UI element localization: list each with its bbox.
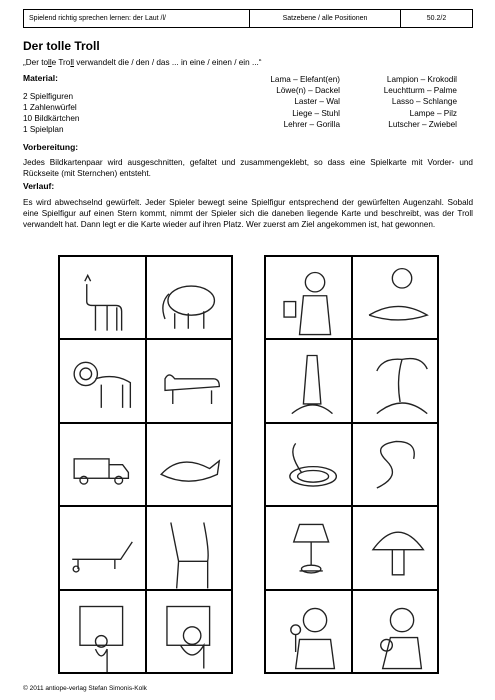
sun-lounger-icon: [60, 507, 145, 588]
lion-icon: [60, 340, 145, 421]
boy-with-onion-icon: [353, 591, 438, 672]
preparation-text: Jedes Bildkartenpaar wird ausgeschnitten, gefaltet und zusammengeklebt, so dass eine Spielkarte mit Vorder- und Rückseite (mit Sternchen) entsteht.: [23, 158, 473, 178]
material-item: 1 Zahlenwürfel: [23, 103, 77, 112]
truck-icon: [60, 424, 145, 505]
material-item: 2 Spielfiguren: [23, 92, 74, 101]
preparation-heading: Vorbereitung:: [23, 142, 79, 152]
word-pair: Lutscher – Zwiebel: [388, 119, 457, 129]
word-pair: Lampe – Pilz: [409, 108, 457, 118]
palm-island-icon: [353, 340, 438, 421]
whale-icon: [147, 424, 232, 505]
header-page-number: 50.2/2: [426, 15, 447, 22]
material-item: 1 Spielplan: [23, 125, 64, 134]
word-pair: Löwe(n) – Dackel: [276, 86, 340, 96]
chair-card: [146, 506, 233, 589]
snake-card: [352, 423, 439, 506]
elephant-card: [146, 256, 233, 339]
word-pair: Lasso – Schlange: [391, 97, 457, 107]
boy-with-crocodile-icon: [353, 257, 438, 338]
truck-card: [59, 423, 146, 506]
word-pair: Lama – Elefant(en): [270, 75, 340, 84]
boy-with-lantern-icon: [266, 257, 351, 338]
page-header: [23, 9, 473, 28]
gorilla-icon: [147, 591, 232, 672]
teacher-card: [59, 590, 146, 673]
copyright-footer: © 2011 antiope-verlag Stefan Simonis-Kolk: [23, 685, 147, 692]
intro-sentence: „Der tolle Troll verwandelt die / den / das ... in eine / einen / ein ...“: [23, 58, 262, 67]
chair-icon: [147, 507, 232, 588]
boy-with-crocodile-card: [352, 256, 439, 339]
word-pair: Laster – Wal: [294, 97, 340, 107]
teacher-icon: [60, 591, 145, 672]
boy-with-lantern-card: [265, 256, 352, 339]
llama-card: [59, 256, 146, 339]
material-item: 10 Bildkärtchen: [23, 114, 80, 123]
page-title: Der tolle Troll: [23, 39, 100, 53]
boy-with-lollipop-card: [265, 590, 352, 673]
lighthouse-icon: [266, 340, 351, 421]
elephant-icon: [147, 257, 232, 338]
header-level: Satzebene / alle Positionen: [250, 10, 401, 27]
palm-island-card: [352, 339, 439, 422]
lamp-card: [265, 506, 352, 589]
lasso-card: [265, 423, 352, 506]
lighthouse-card: [265, 339, 352, 422]
card-grid-right: [264, 255, 439, 674]
lamp-icon: [266, 507, 351, 588]
card-grid-left: [58, 255, 233, 674]
word-pair: Lehrer – Gorilla: [283, 119, 340, 129]
sun-lounger-card: [59, 506, 146, 589]
mushroom-card: [352, 506, 439, 589]
gorilla-card: [146, 590, 233, 673]
word-pair: Leuchtturm – Palme: [383, 86, 457, 96]
dachshund-card: [146, 339, 233, 422]
word-pair: Liege – Stuhl: [292, 108, 340, 118]
material-heading: Material:: [23, 73, 58, 83]
mushroom-icon: [353, 507, 438, 588]
llama-icon: [60, 257, 145, 338]
boy-with-onion-card: [352, 590, 439, 673]
procedure-heading: Verlauf:: [23, 181, 55, 191]
procedure-text: Es wird abwechselnd gewürfelt. Jeder Spieler bewegt seine Spielfigur entsprechend der gewürfelten Augenzahl. Sobald eine Spielfigur auf einen Stern kommt, nimmt der Spieler sich die daneben liegende Karte und beschreibt, was der Troll verwandelt hat. Dann legt er die Karte wieder auf ihren Platz. Wer zuerst am Ziel angekommen ist, hat gewonnen.: [23, 198, 473, 229]
snake-icon: [353, 424, 438, 505]
header-series: Spielend richtig sprechen lernen: der Laut /l/: [24, 10, 250, 27]
lion-card: [59, 339, 146, 422]
word-pair: Lampion – Krokodil: [386, 75, 457, 84]
lasso-icon: [266, 424, 351, 505]
dachshund-icon: [147, 340, 232, 421]
whale-card: [146, 423, 233, 506]
boy-with-lollipop-icon: [266, 591, 351, 672]
